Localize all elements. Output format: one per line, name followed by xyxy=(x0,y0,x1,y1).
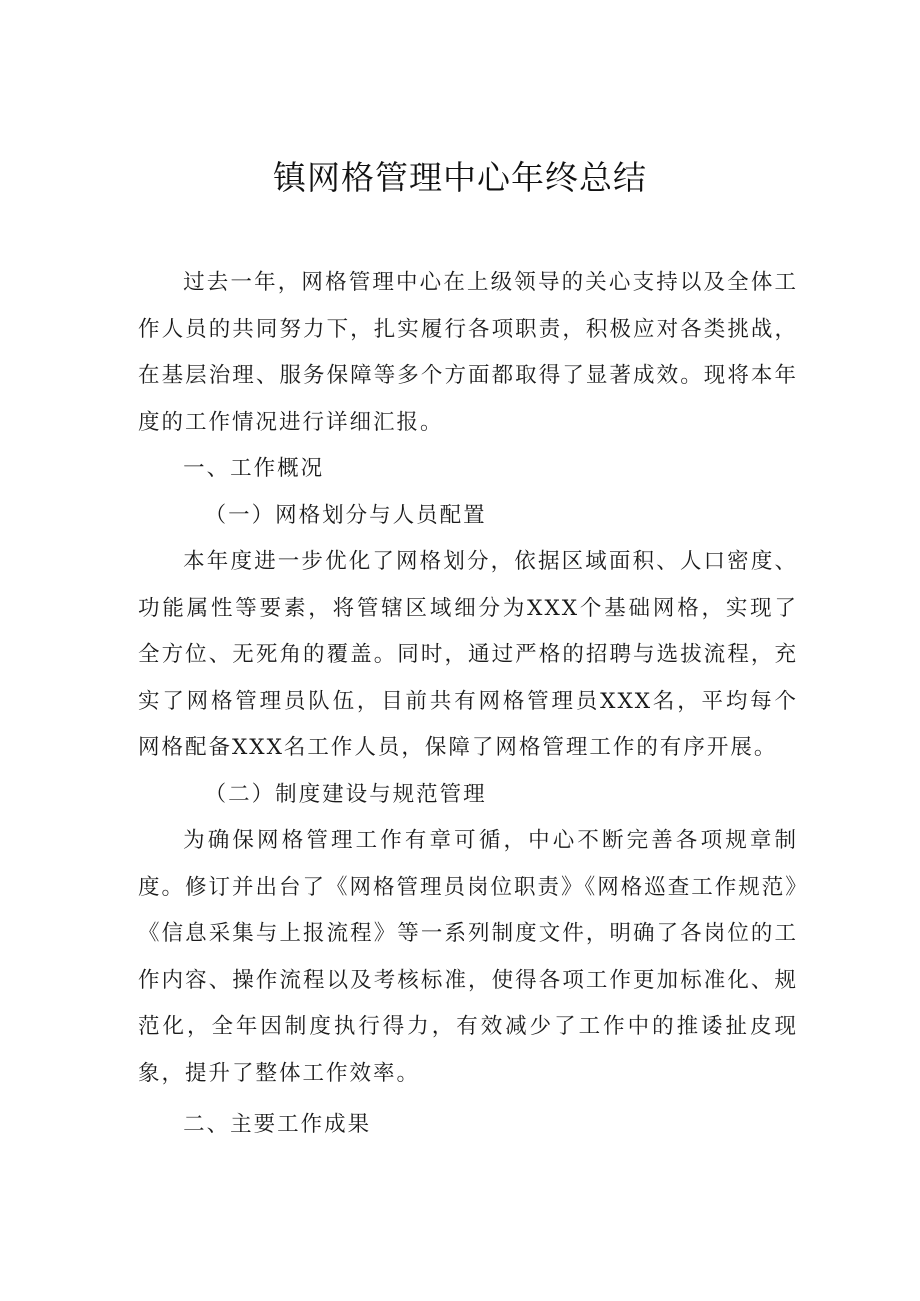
section-1-1-paragraph: 本年度进一步优化了网格划分，依据区域面积、人口密度、功能属性等要素，将管辖区域细分为XXX个基础网格，实现了全方位、无死角的覆盖。同时，通过严格的招聘与选拔流程，充实了网格管理员队伍，目前共有网格管理员XXX名，平均每个网格配备XXX名工作人员，保障了网格管理工作的有序开展。 xyxy=(138,549,798,760)
section-1-heading: 一、工作概况 xyxy=(183,456,325,481)
section-1-1-heading: （一）网格划分与人员配置 xyxy=(204,502,487,528)
intro-paragraph: 过去一年，网格管理中心在上级领导的关心支持以及全体工作人员的共同努力下，扎实履行各项职责，积极应对各类挑战，在基层治理、服务保障等多个方面都取得了显著成效。现将本年度的工作情况进行详细汇报。 xyxy=(138,270,798,435)
document-body xyxy=(138,260,798,1149)
document-title: 镇网格管理中心年终总结 xyxy=(273,158,647,197)
section-1-2-heading: （二）制度建设与规范管理 xyxy=(204,781,487,807)
section-1-2-paragraph: 为确保网格管理工作有章可循，中心不断完善各项规章制度。修订并出台了《网格管理员岗位职责》《网格巡查工作规范》《信息采集与上报流程》等一系列制度文件，明确了各岗位的工作内容、操作流程以及考核标准，使得各项工作更加标准化、规范化，全年因制度执行得力，有效减少了工作中的推诿扯皮现象，提升了整体工作效率。 xyxy=(138,828,799,1086)
section-2-heading: 二、主要工作成果 xyxy=(183,1112,372,1137)
